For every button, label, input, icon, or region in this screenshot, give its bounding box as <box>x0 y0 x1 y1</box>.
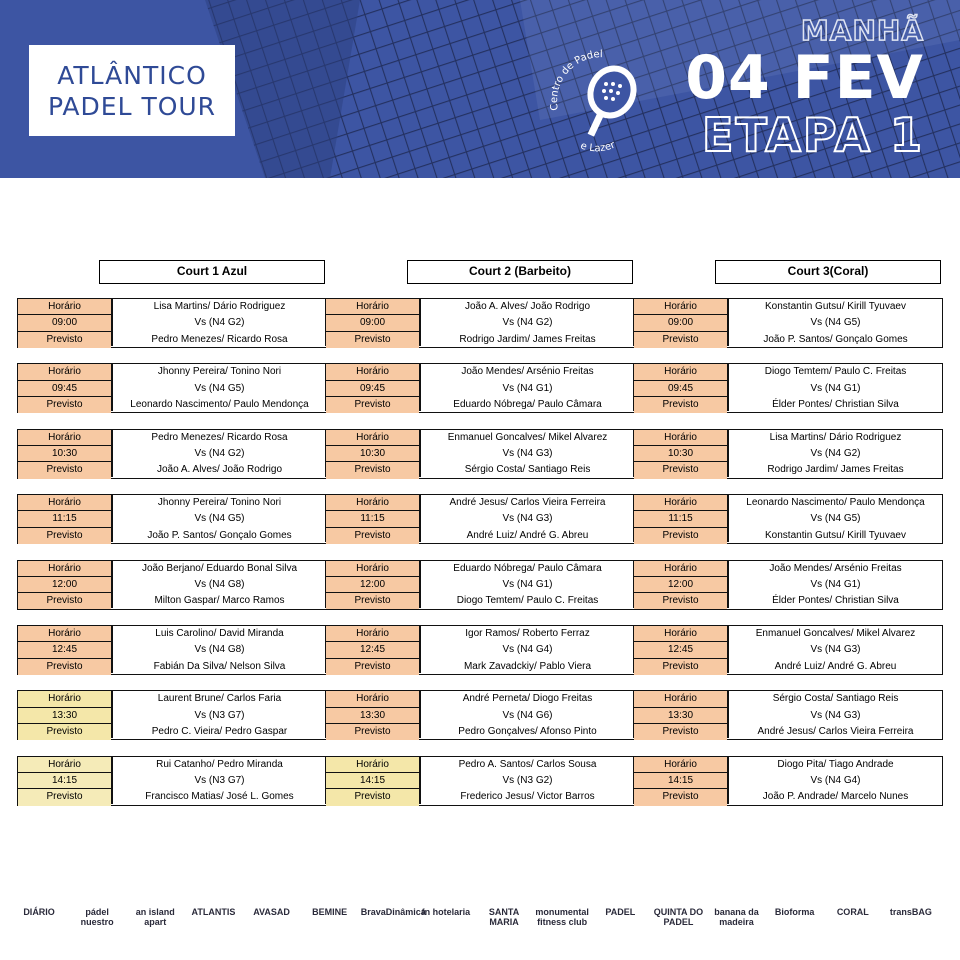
match-group: Vs (N4 G2) <box>810 448 861 460</box>
expected-label: Previsto <box>634 528 727 544</box>
atlantico-padel-tour-logo <box>29 45 235 136</box>
sponsor-logo: PADEL <box>605 907 636 917</box>
expected-label: Previsto <box>326 397 419 413</box>
match-group: Vs (N4 G1) <box>502 382 553 394</box>
column-divider <box>633 691 635 738</box>
match-group: Vs (N4 G2) <box>502 317 553 329</box>
sponsor-logo: banana da madeira <box>714 907 759 927</box>
column-divider <box>633 364 635 411</box>
time-label: Horário <box>634 430 727 446</box>
team-2: Leonardo Nascimento/ Paulo Mendonça <box>130 398 309 410</box>
logo-line-2: PADEL TOUR <box>47 91 217 121</box>
time-label: Horário <box>326 430 419 446</box>
column-divider <box>633 626 635 673</box>
time-value: 14:15 <box>18 773 111 789</box>
header-banner <box>0 0 960 178</box>
match-group: Vs (N4 G2) <box>194 317 245 329</box>
team-1: Jhonny Pereira/ Tonino Nori <box>157 497 282 509</box>
expected-label: Previsto <box>634 462 727 478</box>
team-1: Lisa Martins/ Dário Rodriguez <box>153 301 286 312</box>
time-label: Horário <box>326 691 419 707</box>
time-value: 14:15 <box>326 773 419 789</box>
team-1: Igor Ramos/ Roberto Ferraz <box>465 628 590 639</box>
expected-label: Previsto <box>326 528 419 544</box>
time-value: 11:15 <box>634 511 727 527</box>
logo-line-1: ATLÂNTICO <box>57 60 207 90</box>
sponsor-logo: QUINTA DO PADEL <box>653 907 704 927</box>
match-group: Vs (N4 G1) <box>810 382 861 394</box>
time-label: Horário <box>634 626 727 642</box>
expected-label: Previsto <box>18 462 111 478</box>
team-2: Diogo Temtem/ Paulo C. Freitas <box>456 595 599 607</box>
time-slot-block <box>17 429 943 479</box>
team-2: Konstantin Gutsu/ Kirill Tyuvaev <box>765 529 906 541</box>
expected-label: Previsto <box>326 724 419 740</box>
team-1: João Mendes/ Arsénio Freitas <box>461 366 594 378</box>
court-2-title: Court 2 (Barbeito) <box>407 260 633 284</box>
team-1: João A. Alves/ João Rodrigo <box>464 301 591 312</box>
match-group: Vs (N4 G3) <box>810 644 861 656</box>
time-label: Horário <box>326 561 419 577</box>
sponsor-logo: an island apart <box>135 907 175 927</box>
team-2: Eduardo Nóbrega/ Paulo Câmara <box>453 398 602 410</box>
team-2: Milton Gaspar/ Marco Ramos <box>154 595 285 607</box>
match-group: Vs (N4 G5) <box>810 513 861 525</box>
time-value: 12:00 <box>634 577 727 593</box>
match-group: Vs (N4 G4) <box>810 775 861 787</box>
team-1: João Mendes/ Arsénio Freitas <box>769 562 902 574</box>
expected-label: Previsto <box>326 659 419 675</box>
column-divider <box>325 691 327 738</box>
team-1: Laurent Brune/ Carlos Faria <box>157 693 282 705</box>
time-value: 09:00 <box>634 315 727 331</box>
sponsor-logo: BravaDinâmica <box>360 907 426 917</box>
team-2: Élder Pontes/ Christian Silva <box>772 595 899 607</box>
expected-label: Previsto <box>634 659 727 675</box>
time-label: Horário <box>18 430 111 446</box>
team-2: João P. Santos/ Gonçalo Gomes <box>147 529 292 541</box>
expected-label: Previsto <box>18 593 111 609</box>
expected-label: Previsto <box>326 593 419 609</box>
sponsor-logo: AVASAD <box>253 907 290 917</box>
time-slot-block <box>17 560 943 610</box>
time-label: Horário <box>634 561 727 577</box>
match-group: Vs (N4 G3) <box>502 513 553 525</box>
column-divider <box>633 495 635 542</box>
match-group: Vs (N4 G8) <box>194 644 245 656</box>
time-value: 11:15 <box>18 511 111 527</box>
centro-de-padel-logo <box>540 40 660 160</box>
expected-label: Previsto <box>18 397 111 413</box>
time-value: 10:30 <box>634 446 727 462</box>
expected-label: Previsto <box>18 528 111 544</box>
column-divider <box>325 430 327 477</box>
time-label: Horário <box>634 364 727 380</box>
team-2: Pedro Menezes/ Ricardo Rosa <box>151 333 288 345</box>
team-2: João P. Andrade/ Marcelo Nunes <box>762 791 909 803</box>
time-label: Horário <box>634 757 727 773</box>
match-group: Vs (N3 G2) <box>502 775 553 787</box>
match-group: Vs (N4 G5) <box>810 317 861 329</box>
match-group: Vs (N4 G4) <box>502 644 553 656</box>
team-1: Sérgio Costa/ Santiago Reis <box>772 693 899 705</box>
team-1: Rui Catanho/ Pedro Miranda <box>156 758 283 770</box>
match-group: Vs (N4 G1) <box>502 578 553 590</box>
team-2: André Luiz/ André G. Abreu <box>466 529 589 541</box>
sponsor-logo: ATLANTIS <box>191 907 236 917</box>
match-group: Vs (N4 G3) <box>502 448 553 460</box>
time-label: Horário <box>326 495 419 511</box>
team-1: Jhonny Pereira/ Tonino Nori <box>157 366 282 378</box>
time-slot-block <box>17 756 943 806</box>
expected-label: Previsto <box>18 332 111 348</box>
match-group: Vs (N3 G7) <box>194 709 245 721</box>
column-divider <box>325 364 327 411</box>
team-1: Leonardo Nascimento/ Paulo Mendonça <box>746 497 925 509</box>
sponsor-logo: transBAG <box>889 907 932 917</box>
stage-label: ETAPA 1 <box>702 108 924 162</box>
time-value: 12:45 <box>18 642 111 658</box>
team-1: Diogo Temtem/ Paulo C. Freitas <box>764 366 907 378</box>
team-2: Élder Pontes/ Christian Silva <box>772 398 899 410</box>
match-group: Vs (N4 G5) <box>194 382 245 394</box>
svg-text:e Lazer: e Lazer <box>578 139 617 155</box>
expected-label: Previsto <box>326 789 419 805</box>
expected-label: Previsto <box>326 462 419 478</box>
time-label: Horário <box>326 364 419 380</box>
sponsor-logo: CORAL <box>836 907 869 917</box>
team-2: Pedro C. Vieira/ Pedro Gaspar <box>151 725 288 737</box>
time-label: Horário <box>18 757 111 773</box>
time-label: Horário <box>326 626 419 642</box>
time-slot-block <box>17 690 943 740</box>
team-1: Enmanuel Goncalves/ Mikel Alvarez <box>447 431 608 443</box>
match-group: Vs (N4 G1) <box>810 578 861 590</box>
team-2: Sérgio Costa/ Santiago Reis <box>464 464 591 476</box>
match-group: Vs (N4 G5) <box>194 513 245 525</box>
time-label: Horário <box>634 299 727 315</box>
expected-label: Previsto <box>634 724 727 740</box>
sponsor-logo: Bioforma <box>774 907 815 917</box>
time-label: Horário <box>634 691 727 707</box>
team-1: Enmanuel Goncalves/ Mikel Alvarez <box>755 628 916 639</box>
expected-label: Previsto <box>18 659 111 675</box>
sponsor-logo: pádel nuestro <box>80 907 114 927</box>
team-1: Eduardo Nóbrega/ Paulo Câmara <box>453 562 602 574</box>
time-value: 12:45 <box>634 642 727 658</box>
team-2: André Jesus/ Carlos Vieira Ferreira <box>757 725 914 737</box>
expected-label: Previsto <box>634 397 727 413</box>
team-1: Konstantin Gutsu/ Kirill Tyuvaev <box>765 301 906 312</box>
time-label: Horário <box>326 757 419 773</box>
time-value: 09:00 <box>18 315 111 331</box>
time-value: 10:30 <box>326 446 419 462</box>
team-1: Diogo Pita/ Tiago Andrade <box>777 758 894 770</box>
sponsors-bar <box>0 895 960 955</box>
expected-label: Previsto <box>634 332 727 348</box>
team-2: Francisco Matias/ José L. Gomes <box>145 791 294 803</box>
time-value: 09:45 <box>18 381 111 397</box>
time-value: 09:00 <box>326 315 419 331</box>
time-value: 13:30 <box>634 708 727 724</box>
column-divider <box>633 430 635 477</box>
expected-label: Previsto <box>326 332 419 348</box>
match-group: Vs (N4 G6) <box>502 709 553 721</box>
time-value: 12:45 <box>326 642 419 658</box>
time-value: 13:30 <box>18 708 111 724</box>
time-value: 09:45 <box>634 381 727 397</box>
time-value: 14:15 <box>634 773 727 789</box>
team-1: André Perneta/ Diogo Freitas <box>462 693 593 705</box>
time-value: 11:15 <box>326 511 419 527</box>
team-1: João Berjano/ Eduardo Bonal Silva <box>141 562 298 574</box>
team-2: Fabián Da Silva/ Nelson Silva <box>153 660 286 672</box>
column-divider <box>633 757 635 804</box>
team-1: André Jesus/ Carlos Vieira Ferreira <box>449 497 606 509</box>
time-label: Horário <box>326 299 419 315</box>
column-divider <box>633 299 635 346</box>
match-group: Vs (N4 G3) <box>810 709 861 721</box>
team-1: Lisa Martins/ Dário Rodriguez <box>769 431 902 443</box>
column-divider <box>325 757 327 804</box>
sponsor-logo: monumental fitness club <box>535 907 589 927</box>
time-slot-block <box>17 298 943 348</box>
team-2: Rodrigo Jardim/ James Freitas <box>459 333 596 345</box>
session-label: MANHÃ <box>800 14 924 47</box>
team-1: Luis Carolino/ David Miranda <box>155 628 284 639</box>
expected-label: Previsto <box>634 789 727 805</box>
match-group: Vs (N4 G8) <box>194 578 245 590</box>
column-divider <box>325 626 327 673</box>
match-group: Vs (N4 G2) <box>194 448 245 460</box>
time-label: Horário <box>18 691 111 707</box>
team-2: João P. Santos/ Gonçalo Gomes <box>763 333 908 345</box>
time-label: Horário <box>18 495 111 511</box>
expected-label: Previsto <box>18 724 111 740</box>
time-label: Horário <box>18 364 111 380</box>
column-divider <box>325 299 327 346</box>
time-value: 13:30 <box>326 708 419 724</box>
team-1: Pedro A. Santos/ Carlos Sousa <box>458 758 597 770</box>
team-2: João A. Alves/ João Rodrigo <box>156 464 283 476</box>
time-label: Horário <box>18 299 111 315</box>
expected-label: Previsto <box>18 789 111 805</box>
sponsor-logo: SANTA MARIA <box>488 907 520 927</box>
time-label: Horário <box>634 495 727 511</box>
time-slot-block <box>17 363 943 413</box>
team-2: Frederico Jesus/ Victor Barros <box>460 791 595 803</box>
time-slot-block <box>17 625 943 675</box>
sponsor-logo: DIÁRIO <box>23 907 55 917</box>
svg-text:Centro de Padel: Centro de Padel <box>549 49 603 112</box>
time-value: 10:30 <box>18 446 111 462</box>
event-date: 04 FEV <box>685 43 924 113</box>
column-divider <box>633 561 635 608</box>
court-1-title: Court 1 Azul <box>99 260 325 284</box>
sponsor-logo: fn hotelaria <box>421 907 471 917</box>
time-value: 09:45 <box>326 381 419 397</box>
time-value: 12:00 <box>18 577 111 593</box>
team-2: Pedro Gonçalves/ Afonso Pinto <box>458 725 597 737</box>
team-2: Rodrigo Jardim/ James Freitas <box>767 464 904 476</box>
match-group: Vs (N3 G7) <box>194 775 245 787</box>
column-divider <box>325 495 327 542</box>
team-1: Pedro Menezes/ Ricardo Rosa <box>151 431 288 443</box>
time-slot-block <box>17 494 943 544</box>
time-label: Horário <box>18 561 111 577</box>
team-2: André Luiz/ André G. Abreu <box>774 660 897 672</box>
sponsor-logo: BEMINE <box>312 907 348 917</box>
court-3-title: Court 3(Coral) <box>715 260 941 284</box>
time-label: Horário <box>18 626 111 642</box>
expected-label: Previsto <box>634 593 727 609</box>
team-2: Mark Zavadckiy/ Pablo Viera <box>463 660 592 672</box>
time-value: 12:00 <box>326 577 419 593</box>
column-divider <box>325 561 327 608</box>
